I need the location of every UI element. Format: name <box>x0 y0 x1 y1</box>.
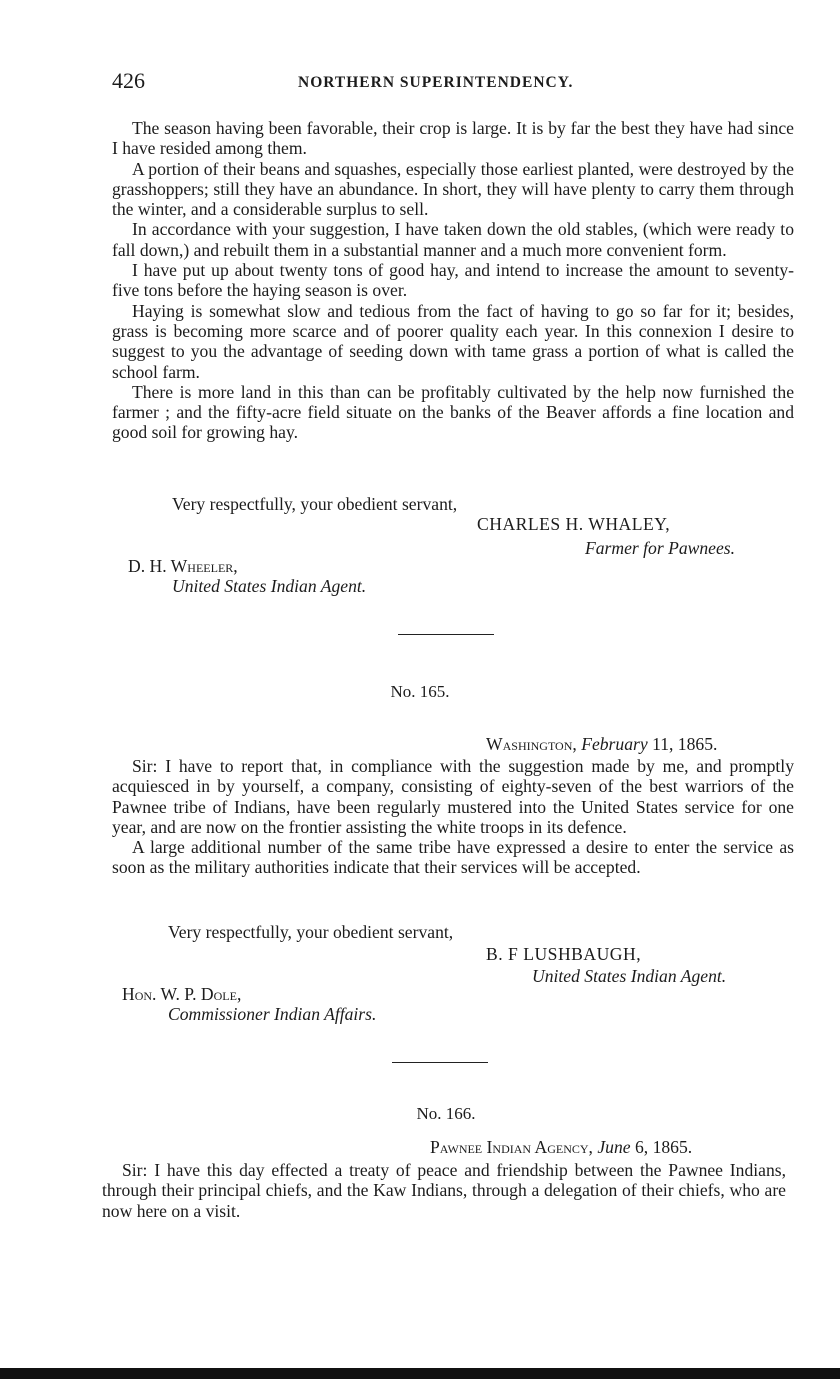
addressee-title: United States Indian Agent. <box>172 576 367 596</box>
letter-1-body <box>112 118 794 443</box>
paragraph: The season having been favorable, their crop is large. It is by far the best they have had since I have resided among them. <box>112 118 794 159</box>
dateline-month: February <box>581 734 648 754</box>
dateline-month: June <box>597 1137 631 1157</box>
signer-name: B. F LUSHBAUGH, <box>486 944 642 964</box>
paragraph: There is more land in this than can be profitably cultivated by the help now furnished the farmer ; and the fifty-acre field situate on the banks of the Beaver affords a fine location and good soil for growing hay. <box>112 381 794 443</box>
letter-number: No. 165. <box>390 682 450 701</box>
signer-name: CHARLES H. WHALEY, <box>477 514 671 534</box>
closing: Very respectfully, your obedient servant, <box>172 494 458 514</box>
paragraph: Haying is somewhat slow and tedious from the fact of having to go so far for it; besides, grass is becoming more scarce and of poorer quality each year. In this connexion I desire to suggest to you the advantage of seeding down with tame grass a portion of what is called the school farm. <box>112 300 794 382</box>
addressee-name: D. H. Wheeler, <box>128 556 238 576</box>
paragraph: In accordance with your suggestion, I have taken down the old stables, (which were ready to fall down,) and rebuilt them in a substantial manner and a much more convenient form. <box>112 219 794 260</box>
page-header <box>112 68 792 98</box>
dateline-place: Pawnee Indian Agency, <box>430 1137 593 1157</box>
paragraph: Sir: I have to report that, in compliance with the suggestion made by me, and promptly acquiesced in by yourself, a company, consisting of eighty-seven of the best warriors of the Pawnee tribe of Indians, have been regularly mustered into the United States service for one year, and are now on the frontier assisting the white troops in its defence. <box>112 756 794 837</box>
letter-2-body <box>112 756 794 878</box>
addressee-name: Hon. W. P. Dole, <box>122 984 242 1004</box>
dateline-place: Washington, <box>486 734 577 754</box>
closing: Very respectfully, your obedient servant, <box>168 922 454 942</box>
paragraph: A portion of their beans and squashes, especially those earliest planted, were destroyed by the grasshoppers; still they have an abundance. In short, they will have plenty to carry them through the winter, and a considerable surplus to sell. <box>112 158 794 220</box>
page-number: 426 <box>112 68 145 93</box>
addressee-title: Commissioner Indian Affairs. <box>168 1004 377 1024</box>
letter-dateline <box>430 1137 692 1158</box>
letter-number: No. 166. <box>416 1104 476 1123</box>
signer-title: United States Indian Agent. <box>532 966 727 986</box>
section-divider <box>398 634 494 635</box>
letter-dateline <box>486 734 717 755</box>
paragraph: Sir: I have this day effected a treaty of peace and friendship between the Pawnee Indians, through their principal chiefs, and the Kaw Indians, through a delegation of their chiefs, who are now here on a visit. <box>102 1160 786 1221</box>
scan-edge <box>0 1368 840 1379</box>
section-divider <box>392 1062 488 1063</box>
dateline-date: 6, 1865. <box>634 1137 693 1157</box>
letter-3-body <box>102 1160 786 1221</box>
signer-title: Farmer for Pawnees. <box>585 538 736 558</box>
dateline-date: 11, 1865. <box>652 734 718 754</box>
paragraph: I have put up about twenty tons of good hay, and intend to increase the amount to seventy-five tons before the haying season is over. <box>112 260 794 301</box>
paragraph: A large additional number of the same tribe have expressed a desire to enter the service as soon as the military authorities indicate that their services will be accepted. <box>112 837 794 878</box>
running-head: NORTHERN SUPERINTENDENCY. <box>298 74 574 91</box>
